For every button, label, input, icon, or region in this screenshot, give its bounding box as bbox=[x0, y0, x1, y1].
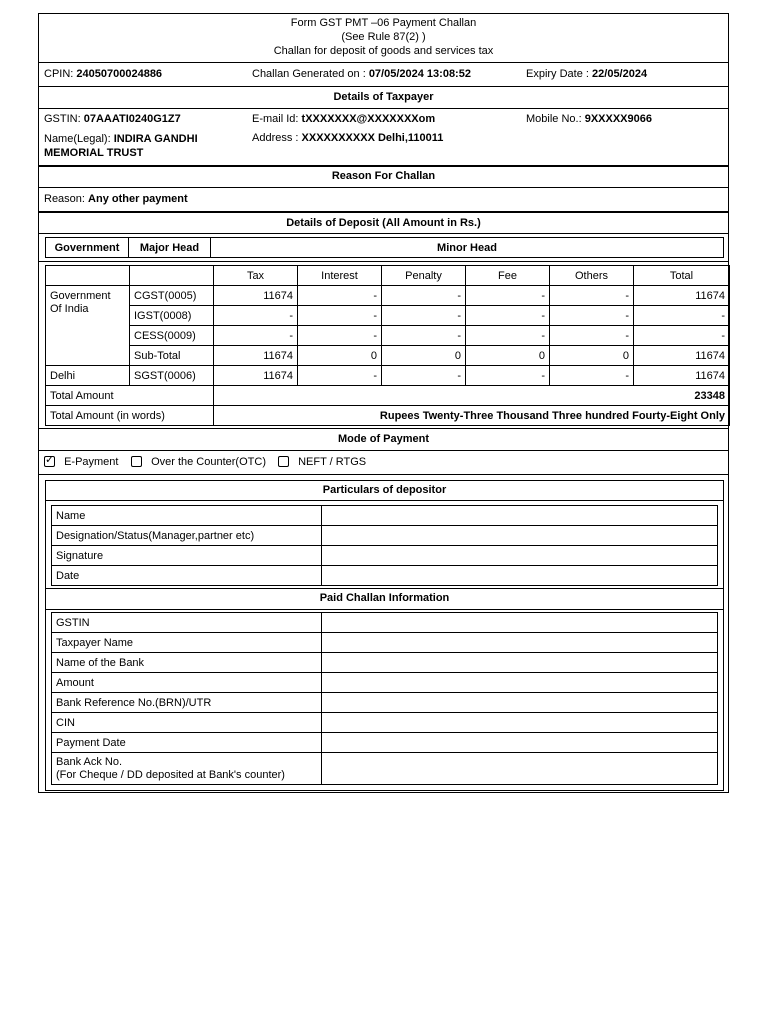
taxpayer-details bbox=[39, 108, 728, 164]
total-amount-value: 23348 bbox=[214, 386, 730, 406]
paid-value-cell bbox=[322, 713, 718, 733]
amount-cell: - bbox=[382, 366, 466, 386]
paid-field: Taxpayer Name bbox=[52, 633, 322, 653]
amount-cell: 0 bbox=[550, 346, 634, 366]
legal-name-value-line2: MEMORIAL TRUST bbox=[44, 147, 144, 159]
amount-cell: - bbox=[214, 306, 298, 326]
major-head-cell: SGST(0006) bbox=[130, 366, 214, 386]
depositor-value-cell bbox=[322, 506, 718, 526]
expiry-label: Expiry Date : bbox=[526, 68, 589, 80]
mobile-field bbox=[526, 113, 652, 125]
depositor-value-cell bbox=[322, 526, 718, 546]
table-row bbox=[52, 753, 718, 785]
blank-header-cell bbox=[130, 266, 214, 286]
generated-value: 07/05/2024 13:08:52 bbox=[368, 68, 471, 80]
amount-cell: 0 bbox=[466, 346, 550, 366]
amount-cell: - bbox=[550, 286, 634, 306]
paid-value-cell bbox=[322, 733, 718, 753]
epayment-checkbox[interactable] bbox=[44, 456, 55, 467]
amount-cell: - bbox=[298, 366, 382, 386]
paid-field: Amount bbox=[52, 673, 322, 693]
address-label: Address : bbox=[252, 132, 299, 144]
reason-row bbox=[39, 187, 728, 211]
depositor-field-designation: Designation/Status(Manager,partner etc) bbox=[52, 526, 322, 546]
table-row bbox=[46, 326, 730, 346]
table-row bbox=[52, 566, 718, 586]
paid-value-cell bbox=[322, 673, 718, 693]
depositor-value-cell bbox=[322, 546, 718, 566]
bank-ack-line1: Bank Ack No. bbox=[56, 755, 123, 768]
gstin-label: GSTIN: bbox=[44, 113, 81, 125]
email-field bbox=[252, 113, 435, 125]
mobile-label: Mobile No.: bbox=[526, 113, 582, 125]
total-amount-row bbox=[46, 386, 730, 406]
depositor-field-date: Date bbox=[52, 566, 322, 586]
depositor-field-name: Name bbox=[52, 506, 322, 526]
table-row bbox=[52, 506, 718, 526]
table-row bbox=[52, 693, 718, 713]
otc-label: Over the Counter(OTC) bbox=[151, 456, 266, 468]
reason-field bbox=[44, 193, 188, 205]
table-row bbox=[52, 546, 718, 566]
amount-cell: - bbox=[382, 326, 466, 346]
amount-cell: 11674 bbox=[214, 366, 298, 386]
deposit-section-title: Details of Deposit (All Amount in Rs.) bbox=[39, 211, 728, 233]
amount-cell: - bbox=[634, 306, 730, 326]
col-interest: Interest bbox=[298, 266, 382, 286]
amount-cell: - bbox=[298, 306, 382, 326]
amount-cell: - bbox=[382, 286, 466, 306]
legal-name-value-line1: INDIRA GANDHI bbox=[113, 133, 198, 145]
amount-cell: - bbox=[550, 306, 634, 326]
cpin-field bbox=[44, 68, 162, 80]
col-total: Total bbox=[634, 266, 730, 286]
amount-cell: 0 bbox=[298, 346, 382, 366]
amount-cell: - bbox=[298, 286, 382, 306]
legal-name-field bbox=[44, 132, 198, 160]
neft-option[interactable] bbox=[278, 456, 366, 468]
generated-field bbox=[252, 68, 471, 80]
bank-ack-line2: (For Cheque / DD deposited at Bank's counter) bbox=[56, 768, 285, 781]
table-row bbox=[52, 653, 718, 673]
depositor-field-signature: Signature bbox=[52, 546, 322, 566]
major-head-cell: IGST(0008) bbox=[130, 306, 214, 326]
head-major: Major Head bbox=[129, 238, 211, 258]
major-head-cell: Sub-Total bbox=[130, 346, 214, 366]
challan-form bbox=[38, 13, 729, 793]
paid-section-title: Paid Challan Information bbox=[46, 588, 723, 610]
col-others: Others bbox=[550, 266, 634, 286]
col-tax: Tax bbox=[214, 266, 298, 286]
total-words-value: Rupees Twenty-Three Thousand Three hundred Fourty-Eight Only bbox=[214, 406, 730, 426]
amount-cell: 11674 bbox=[214, 286, 298, 306]
depositor-section-title: Particulars of depositor bbox=[46, 481, 723, 501]
epayment-option[interactable] bbox=[44, 456, 118, 468]
depositor-value-cell bbox=[322, 566, 718, 586]
gov-delhi-cell: Delhi bbox=[46, 366, 130, 386]
paid-field: Payment Date bbox=[52, 733, 322, 753]
amount-table bbox=[45, 265, 730, 426]
cpin-value: 24050700024886 bbox=[76, 68, 163, 80]
amount-cell: 11674 bbox=[634, 286, 730, 306]
depositor-area bbox=[39, 474, 728, 792]
generated-label: Challan Generated on : bbox=[252, 68, 366, 80]
payment-mode-section-title: Mode of Payment bbox=[39, 428, 728, 450]
reason-value: Any other payment bbox=[88, 193, 188, 205]
total-words-label: Total Amount (in words) bbox=[46, 406, 214, 426]
paid-value-cell bbox=[322, 753, 718, 785]
table-row bbox=[52, 633, 718, 653]
gov-india-cell: Government Of India bbox=[46, 286, 130, 366]
amount-cell: - bbox=[466, 306, 550, 326]
col-penalty: Penalty bbox=[382, 266, 466, 286]
paid-value-cell bbox=[322, 693, 718, 713]
col-fee: Fee bbox=[466, 266, 550, 286]
amount-cell: - bbox=[550, 366, 634, 386]
neft-checkbox[interactable] bbox=[278, 456, 289, 467]
reason-section-title: Reason For Challan bbox=[39, 165, 728, 187]
depositor-table bbox=[51, 505, 718, 586]
major-head-cell: CGST(0005) bbox=[130, 286, 214, 306]
deposit-table-area bbox=[39, 261, 728, 441]
payment-mode-row bbox=[39, 450, 728, 474]
epayment-label: E-Payment bbox=[64, 456, 119, 468]
table-row bbox=[52, 613, 718, 633]
depositor-box bbox=[45, 480, 724, 791]
taxpayer-section-title: Details of Taxpayer bbox=[39, 86, 728, 108]
amount-cell: - bbox=[466, 286, 550, 306]
amount-header-row bbox=[46, 266, 730, 286]
amount-cell: 11674 bbox=[214, 346, 298, 366]
form-title: Form GST PMT –06 Payment Challan bbox=[290, 17, 477, 29]
gstin-field bbox=[44, 113, 181, 125]
form-subtitle: Challan for deposit of goods and services tax bbox=[273, 45, 494, 57]
expiry-value: 22/05/2024 bbox=[592, 68, 648, 80]
paid-value-cell bbox=[322, 653, 718, 673]
paid-field: Name of the Bank bbox=[52, 653, 322, 673]
amount-cell: - bbox=[298, 326, 382, 346]
email-label: E-mail Id: bbox=[252, 113, 299, 125]
email-value: tXXXXXXX@XXXXXXXom bbox=[301, 113, 436, 125]
amount-cell: - bbox=[634, 326, 730, 346]
paid-field: GSTIN bbox=[52, 613, 322, 633]
reason-label: Reason: bbox=[44, 193, 85, 205]
cpin-label: CPIN: bbox=[44, 68, 74, 80]
paid-field: Bank Reference No.(BRN)/UTR bbox=[52, 693, 322, 713]
table-row bbox=[52, 526, 718, 546]
amount-cell: 11674 bbox=[634, 366, 730, 386]
amount-cell: - bbox=[550, 326, 634, 346]
table-row bbox=[46, 286, 730, 306]
paid-value-cell bbox=[322, 633, 718, 653]
checkmark-icon: ✓ bbox=[45, 454, 55, 466]
table-row bbox=[46, 366, 730, 386]
total-amount-label: Total Amount bbox=[46, 386, 214, 406]
form-rule: (See Rule 87(2) ) bbox=[341, 31, 426, 43]
amount-cell: - bbox=[214, 326, 298, 346]
address-value: XXXXXXXXXX Delhi,110011 bbox=[301, 132, 444, 144]
table-row bbox=[52, 733, 718, 753]
paid-value-cell bbox=[322, 613, 718, 633]
expiry-field bbox=[526, 68, 647, 80]
paid-field: CIN bbox=[52, 713, 322, 733]
amount-cell: - bbox=[466, 366, 550, 386]
major-head-cell: CESS(0009) bbox=[130, 326, 214, 346]
deposit-head-row bbox=[39, 233, 728, 261]
blank-header-cell bbox=[46, 266, 130, 286]
table-row bbox=[46, 346, 730, 366]
table-row bbox=[46, 306, 730, 326]
otc-option[interactable] bbox=[131, 456, 266, 468]
paid-field-bank-ack bbox=[52, 753, 322, 785]
otc-checkbox[interactable] bbox=[131, 456, 142, 467]
mobile-value: 9XXXXX9066 bbox=[584, 113, 652, 125]
amount-cell: 0 bbox=[382, 346, 466, 366]
head-table bbox=[45, 237, 724, 258]
total-words-row bbox=[46, 406, 730, 426]
amount-cell: 11674 bbox=[634, 346, 730, 366]
head-minor: Minor Head bbox=[211, 238, 724, 258]
head-government: Government bbox=[46, 238, 129, 258]
amount-cell: - bbox=[466, 326, 550, 346]
cpin-row bbox=[39, 62, 728, 86]
table-row bbox=[52, 713, 718, 733]
paid-table bbox=[51, 612, 718, 785]
table-row bbox=[52, 673, 718, 693]
gstin-value: 07AAATI0240G1Z7 bbox=[83, 113, 181, 125]
address-field bbox=[252, 132, 443, 144]
form-header bbox=[39, 16, 728, 58]
legal-name-label: Name(Legal): bbox=[44, 133, 111, 145]
amount-cell: - bbox=[382, 306, 466, 326]
neft-label: NEFT / RTGS bbox=[298, 456, 367, 468]
